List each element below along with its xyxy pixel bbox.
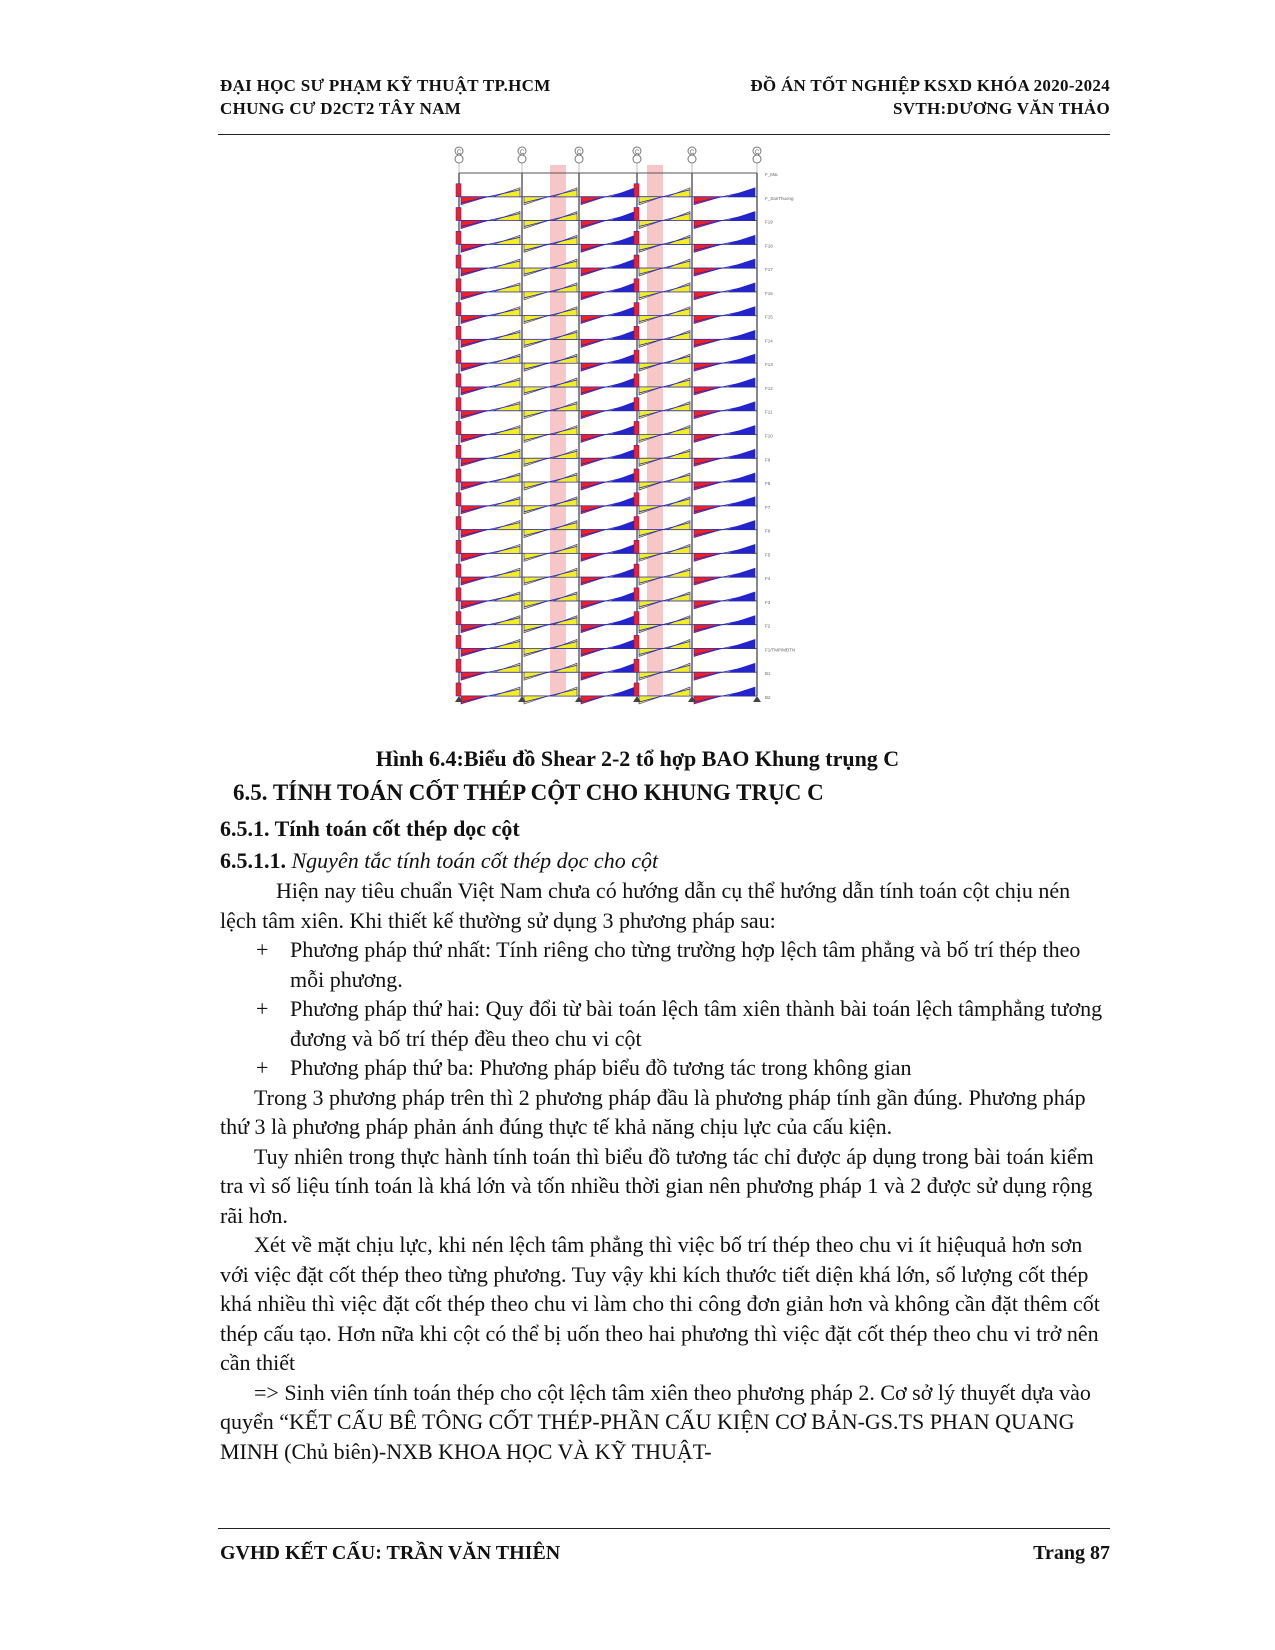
shear-diagram-figure [456, 148, 825, 735]
subsubsection-number: 6.5.1.1. [220, 848, 286, 873]
shear-bar-positive [493, 592, 520, 601]
level-label: F9 [765, 457, 771, 463]
column-shear-bar [634, 659, 639, 672]
column-shear-bar [634, 421, 639, 434]
support-icon [753, 696, 761, 702]
subsubsection-heading [220, 848, 658, 874]
column-shear-bar [634, 398, 639, 411]
shear-bar-positive [611, 592, 635, 601]
column-shear-bar [456, 279, 461, 292]
shear-bar-positive [611, 568, 635, 577]
level-label: F1/TMP/MĐTN [765, 647, 796, 653]
shear-bar-positive [493, 188, 520, 197]
header-thesis: ĐỒ ÁN TỐT NGHIỆP KSXD KHÓA 2020-2024 [750, 76, 1110, 95]
column-shear-bar [456, 207, 461, 220]
level-label: F10 [765, 433, 773, 439]
shear-bar-positive [667, 568, 690, 577]
column-shear-bar [634, 469, 639, 482]
column-shear-bar [634, 374, 639, 387]
shear-bar-positive [611, 402, 635, 411]
level-label: F11 [765, 409, 773, 415]
shear-bar-positive [667, 687, 690, 696]
grid-label: C [576, 150, 582, 156]
column-shear-bar [456, 517, 461, 530]
shear-bar-positive [493, 402, 520, 411]
shear-bar-positive [728, 521, 755, 530]
header-right [750, 74, 1110, 120]
column-shear-bar [634, 635, 639, 648]
grid-bubble [575, 155, 583, 163]
shear-bar-positive [611, 473, 635, 482]
subsection-heading: 6.5.1. Tính toán cốt thép dọc cột [220, 816, 520, 841]
column-shear-bar [456, 326, 461, 339]
column-shear-bar [456, 350, 461, 363]
level-label: B1 [765, 671, 771, 677]
grid-bubble [518, 155, 526, 163]
shear-bar-positive [667, 544, 690, 553]
column-shear-bar [456, 588, 461, 601]
column-shear-bar [634, 540, 639, 553]
shear-bar-positive [728, 473, 755, 482]
shear-bar-positive [728, 449, 755, 458]
shear-bar-positive [493, 616, 520, 625]
shear-bar-positive [667, 330, 690, 339]
column-shear-bar [634, 326, 639, 339]
shear-bar-positive [493, 426, 520, 435]
column-shear-bar [456, 659, 461, 672]
shear-bar-positive [611, 449, 635, 458]
shear-bar-positive [667, 449, 690, 458]
level-label: F_SanThuong [765, 195, 794, 201]
shear-bar-positive [667, 497, 690, 506]
shear-bar-positive [493, 639, 520, 648]
shear-bar-positive [493, 544, 520, 553]
list-marker: + [256, 937, 269, 962]
shear-bar-positive [728, 188, 755, 197]
grid-bubble [753, 155, 761, 163]
shear-bar-positive [667, 378, 690, 387]
level-label: F18 [765, 243, 773, 249]
shear-bar-positive [611, 283, 635, 292]
shear-bar-positive [728, 212, 755, 221]
grid-bubble [633, 155, 641, 163]
list-item-text: Phương pháp thứ nhất: Tính riêng cho từng trường hợp lệch tâm phẳng và bố trí thép theo mỗi phương. [290, 937, 1081, 992]
shear-bar-positive [611, 544, 635, 553]
shear-bar-positive [667, 188, 690, 197]
shear-bar-positive [611, 497, 635, 506]
shear-bar-positive [493, 283, 520, 292]
shear-bar-positive [728, 639, 755, 648]
shear-bar-positive [611, 188, 635, 197]
shear-bar-positive [493, 449, 520, 458]
shear-bar-positive [728, 426, 755, 435]
grid-label: C [689, 150, 695, 156]
shear-bar-positive [728, 544, 755, 553]
shear-bar-positive [493, 568, 520, 577]
header-divider [218, 134, 1110, 135]
grid-label: C [754, 150, 760, 156]
shear-bar-positive [728, 497, 755, 506]
shear-bar-positive [728, 378, 755, 387]
list-item [220, 1053, 1110, 1083]
shear-bar-positive [611, 212, 635, 221]
shear-bar-positive [493, 521, 520, 530]
shear-bar-positive [667, 592, 690, 601]
shear-bar-positive [728, 663, 755, 672]
level-label: B2 [765, 695, 771, 700]
shear-bar-positive [728, 568, 755, 577]
paragraph-practice: Tuy nhiên trong thực hành tính toán thì biểu đồ tương tác chỉ được áp dụng trong bài toán kiểm tra vì số liệu tính toán là khá lớn và tốn nhiều thời gian nên phương pháp 1 và 2 được sử dụng rộng rãi hơn. [220, 1143, 1094, 1228]
shear-bar-positive [728, 259, 755, 268]
shear-bar-positive [667, 426, 690, 435]
column-shear-bar [634, 564, 639, 577]
header-university: ĐẠI HỌC SƯ PHẠM KỸ THUẬT TP.HCM [220, 76, 551, 95]
column-shear-bar [456, 540, 461, 553]
shear-bar-positive [728, 354, 755, 363]
column-shear-bar [634, 445, 639, 458]
shear-bar-positive [728, 616, 755, 625]
level-label: F4 [765, 576, 771, 582]
column-shear-bar [456, 398, 461, 411]
shear-bar-positive [667, 259, 690, 268]
shear-bar-positive [667, 307, 690, 316]
shear-bar-positive [493, 497, 520, 506]
shear-bar-positive [728, 687, 755, 696]
shear-bar-positive [667, 639, 690, 648]
shear-bar-positive [667, 235, 690, 244]
column-shear-bar [456, 612, 461, 625]
shear-bar-positive [493, 687, 520, 696]
column-shear-bar [456, 683, 461, 696]
footer-advisor: GVHD KẾT CẤU: TRẦN VĂN THIÊN [220, 1542, 561, 1564]
shear-bar-positive [611, 235, 635, 244]
grid-label: C [456, 150, 462, 156]
shear-bar-positive [611, 521, 635, 530]
level-label: F15 [765, 314, 773, 320]
list-marker: + [256, 1055, 269, 1080]
column-shear-bar [634, 588, 639, 601]
shear-bar-positive [493, 473, 520, 482]
column-shear-bar [456, 445, 461, 458]
shear-bar-positive [667, 616, 690, 625]
shear-bar-positive [493, 663, 520, 672]
level-label: F12 [765, 385, 773, 391]
header-left [220, 74, 551, 120]
column-shear-bar [456, 184, 461, 197]
shear-bar-positive [667, 473, 690, 482]
shear-bar-positive [611, 639, 635, 648]
shear-bar-positive [667, 354, 690, 363]
list-item [220, 994, 1110, 1053]
column-shear-bar [634, 255, 639, 268]
column-shear-bar [634, 279, 639, 292]
paragraph-intro: Hiện nay tiêu chuẩn Việt Nam chưa có hướng dẫn cụ thể hướng dẫn tính toán cột chịu nén lệch tâm xiên. Khi thiết kế thường sử dụng 3 phương pháp sau: [220, 878, 1071, 933]
shear-bar-positive [611, 616, 635, 625]
paragraph-load-bearing: Xét về mặt chịu lực, khi nén lệch tâm phẳng thì việc bố trí thép theo chu vi ít hiệuquả hơn sơn với việc đặt cốt thép theo từng phương. Tuy vậy khi kích thước tiết diện khá lớn, số lượng cốt thép khá nhiều thì việc đặt cốt thép theo chu vi làm cho thi công đơn giản hơn và không cần đặt thêm cốt thép cấu tạo. Hơn nữa khi cột có thể bị uốn theo hai phương thì việc đặt cốt thép theo chu vi trở nên cần thiết [220, 1232, 1100, 1375]
level-label: F13 [765, 362, 773, 368]
column-shear-bar [456, 231, 461, 244]
shear-bar-positive [493, 235, 520, 244]
column-shear-bar [456, 635, 461, 648]
column-shear-bar [456, 564, 461, 577]
shear-bar-positive [728, 330, 755, 339]
level-label: F19 [765, 219, 773, 225]
shear-bar-positive [611, 259, 635, 268]
level-label: F_Mai [765, 172, 778, 177]
section-heading: 6.5. TÍNH TOÁN CỐT THÉP CỘT CHO KHUNG TRỤC C [233, 780, 824, 805]
column-shear-bar [456, 374, 461, 387]
shear-bar-positive [611, 307, 635, 316]
level-label: F14 [765, 338, 773, 344]
column-shear-bar [456, 469, 461, 482]
subsubsection-title: Nguyên tắc tính toán cốt thép dọc cho cột [291, 848, 659, 873]
shear-bar-positive [667, 663, 690, 672]
column-shear-bar [456, 303, 461, 316]
shear-bar-positive [611, 687, 635, 696]
list-item [220, 935, 1110, 994]
level-label: F3 [765, 599, 771, 605]
shear-bar-positive [493, 212, 520, 221]
column-shear-bar [634, 231, 639, 244]
shear-bar-positive [667, 212, 690, 221]
column-shear-bar [634, 184, 639, 197]
level-label: F6 [765, 528, 771, 534]
shear-bar-positive [493, 307, 520, 316]
shear-bar-positive [667, 283, 690, 292]
header-student: SVTH:DƯƠNG VĂN THẢO [893, 99, 1110, 118]
column-shear-bar [456, 255, 461, 268]
column-shear-bar [456, 493, 461, 506]
column-shear-bar [456, 421, 461, 434]
shear-bar-positive [728, 283, 755, 292]
level-label: F17 [765, 267, 773, 273]
shear-bar-positive [728, 402, 755, 411]
shear-bar-positive [611, 330, 635, 339]
level-label: F5 [765, 552, 771, 558]
level-label: F7 [765, 504, 771, 510]
list-marker: + [256, 996, 269, 1021]
level-label: F16 [765, 290, 773, 296]
shear-bar-positive [493, 330, 520, 339]
grid-bubble [455, 155, 463, 163]
header-project: CHUNG CƯ D2CT2 TÂY NAM [220, 99, 462, 118]
column-shear-bar [634, 493, 639, 506]
shear-bar-positive [728, 307, 755, 316]
list-item-text: Phương pháp thứ ba: Phương pháp biểu đồ tương tác trong không gian [290, 1055, 912, 1080]
grid-bubble [688, 155, 696, 163]
shear-bar-positive [611, 426, 635, 435]
shear-bar-positive [611, 663, 635, 672]
shear-bar-positive [667, 402, 690, 411]
level-label: F2 [765, 623, 771, 629]
figure-caption: Hình 6.4:Biểu đồ Shear 2-2 tổ hợp BAO Khung trụng C [375, 746, 900, 771]
shear-bar-positive [728, 592, 755, 601]
paragraph-conclusion: => Sinh viên tính toán thép cho cột lệch tâm xiên theo phương pháp 2. Cơ sở lý thuyết dựa vào quyển “KẾT CẤU BÊ TÔNG CỐT THÉP-PHẦN CẤU KIỆN CƠ BẢN-GS.TS PHAN QUANG MINH (Chủ biên)-NXB KHOA HỌC VÀ KỸ THUẬT- [220, 1379, 1091, 1464]
shear-bar-positive [611, 378, 635, 387]
shear-bar-positive [667, 521, 690, 530]
grid-label: C [634, 150, 640, 156]
column-shear-bar [634, 683, 639, 696]
shear-bar-positive [493, 354, 520, 363]
grid-label: C [519, 150, 525, 156]
shear-bar-positive [493, 378, 520, 387]
column-shear-bar [634, 303, 639, 316]
footer-divider [218, 1528, 1110, 1529]
column-shear-bar [634, 350, 639, 363]
paragraph-comparison: Trong 3 phương pháp trên thì 2 phương pháp đầu là phương pháp tính gần đúng. Phương pháp thứ 3 là phương pháp phản ánh đúng thực tế khả năng chịu lực của cấu kiện. [220, 1084, 1086, 1139]
column-shear-bar [634, 612, 639, 625]
body-text [220, 876, 1110, 1466]
column-shear-bar [634, 517, 639, 530]
page-number: Trang 87 [1033, 1542, 1110, 1564]
shear-bar-positive [493, 259, 520, 268]
list-item-text: Phương pháp thứ hai: Quy đổi từ bài toán lệch tâm xiên thành bài toán lệch tâmphẳng tương đương và bố trí thép đều theo chu vi cột [290, 996, 1103, 1051]
shear-bar-positive [728, 235, 755, 244]
level-label: F8 [765, 481, 771, 487]
column-shear-bar [634, 207, 639, 220]
shear-bar-positive [611, 354, 635, 363]
